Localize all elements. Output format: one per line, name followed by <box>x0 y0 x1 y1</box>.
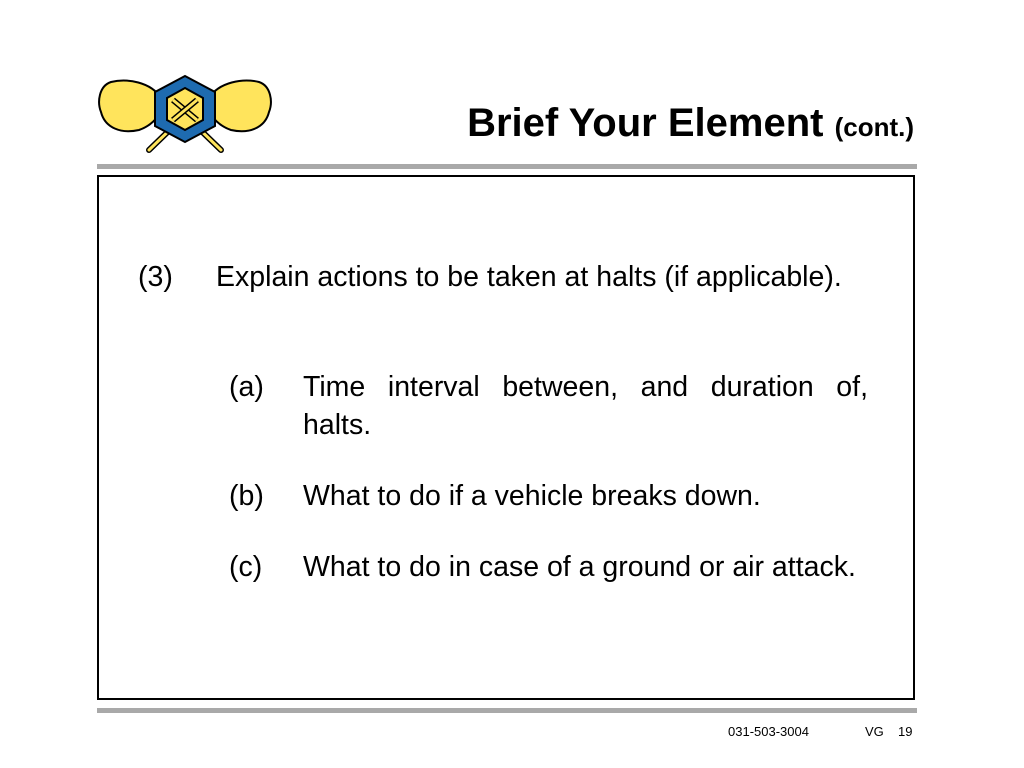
top-divider <box>97 164 917 169</box>
list-item-text: Explain actions to be taken at halts (if applicable). <box>216 261 842 293</box>
list-item-number: (c) <box>229 551 263 583</box>
list-item-number: (3) <box>138 261 173 293</box>
list-item-number: (b) <box>229 480 264 512</box>
page-number: 19 <box>898 724 913 739</box>
bottom-divider <box>97 708 917 713</box>
chemical-corps-logo <box>97 72 273 154</box>
list-item-text: Time interval between, and duration of, halts. <box>303 371 868 441</box>
footer-code: 031-503-3004 <box>728 724 809 739</box>
list-item-number: (a) <box>229 371 264 403</box>
slide-title-main: Brief Your Element <box>467 101 824 145</box>
slide-title-suffix: (cont.) <box>834 112 914 142</box>
footer-initials: VG <box>865 724 884 739</box>
list-item-text: What to do in case of a ground or air attack. <box>303 551 856 583</box>
list-item-text: What to do if a vehicle breaks down. <box>303 480 761 512</box>
slide-title <box>467 100 914 150</box>
